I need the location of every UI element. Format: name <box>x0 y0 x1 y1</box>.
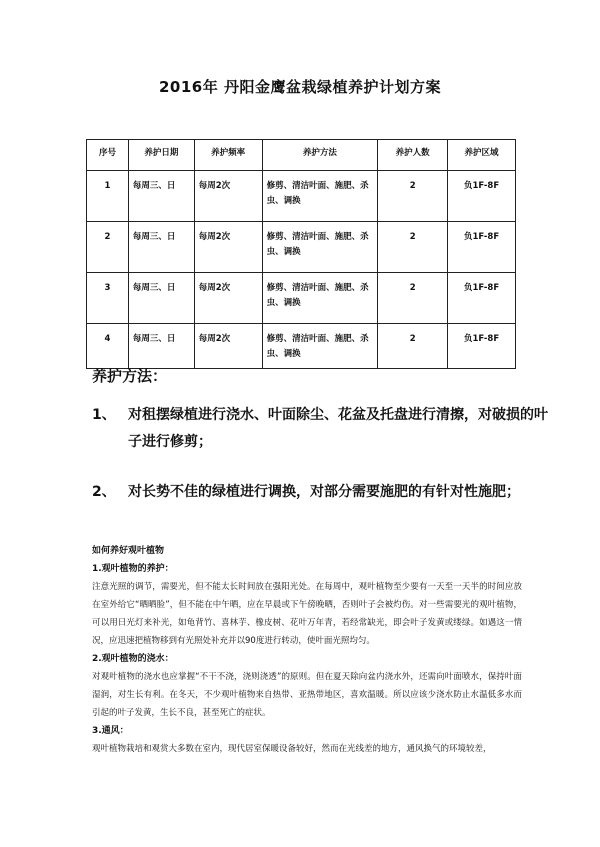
table-header-row <box>87 140 516 171</box>
guide-title: 如何养好观叶植物 <box>92 546 165 556</box>
section-heading: 1.观叶植物的养护： <box>92 564 174 574</box>
section-body: 注意光照的调节，需要光，但不能太长时间放在强阳光处。在每周中，观叶植物至少要有一天至一天半的时间应放在室外给它“晒晒脸”，但不能在中午晒，应在早晨或下午傍晚晒，否则叶子会被灼伤。对一些需要光的观叶植物，可以用日光灯来补光，如龟背竹、喜林芋、橡皮树、花叶万年青，若经常缺光，即会叶子发黄或缕绿。如遇这一情况，应迅速把植物移到有光照处补充并以90度进行转动，使叶面光照均匀。 <box>92 582 522 646</box>
cell-staff: 2 <box>378 171 448 222</box>
care-guide <box>92 542 522 758</box>
cell-method: 修剪、清洁叶面、施肥、杀虫、调换 <box>262 273 378 324</box>
cell-date: 每周三、日 <box>128 324 194 369</box>
cell-method: 修剪、清洁叶面、施肥、杀虫、调换 <box>262 222 378 273</box>
section-body: 观叶植物栽培和观赏大多数在室内，现代居室保暖设备较好，然而在光线差的地方，通风换气的环境较差， <box>92 744 492 754</box>
cell-frequency: 每周2次 <box>194 222 262 273</box>
cell-frequency: 每周2次 <box>194 273 262 324</box>
cell-area: 负1F-8F <box>448 171 516 222</box>
cell-date: 每周三、日 <box>128 222 194 273</box>
header-cell-frequency: 养护频率 <box>194 140 262 171</box>
cell-index: 1 <box>87 171 129 222</box>
section-heading: 2.观叶植物的浇水： <box>92 654 174 664</box>
cell-date: 每周三、日 <box>128 273 194 324</box>
cell-frequency: 每周2次 <box>194 171 262 222</box>
method-item-text: 对租摆绿植进行浇水、叶面除尘、花盆及托盘进行清擦，对破损的叶子进行修剪； <box>128 407 548 450</box>
cell-method: 修剪、清洁叶面、施肥、杀虫、调换 <box>262 324 378 369</box>
header-cell-method: 养护方法 <box>262 140 378 171</box>
table-row <box>87 324 516 369</box>
methods-heading: 养护方法： <box>92 367 168 385</box>
table-row <box>87 222 516 273</box>
method-item-number: 1、 <box>92 407 116 423</box>
header-cell-index: 序号 <box>87 140 129 171</box>
header-cell-date: 养护日期 <box>128 140 194 171</box>
section-heading: 3.通风： <box>92 726 129 736</box>
cell-staff: 2 <box>378 222 448 273</box>
cell-index: 4 <box>87 324 129 369</box>
document-title: 2016年 丹阳金鹰盆栽绿植养护计划方案 <box>159 78 441 96</box>
header-cell-area: 养护区域 <box>448 140 516 171</box>
cell-area: 负1F-8F <box>448 324 516 369</box>
cell-staff: 2 <box>378 324 448 369</box>
cell-index: 2 <box>87 222 129 273</box>
method-item-number: 2、 <box>92 484 116 500</box>
maintenance-plan-table <box>86 139 516 369</box>
cell-method: 修剪、清洁叶面、施肥、杀虫、调换 <box>262 171 378 222</box>
method-item-text: 对长势不佳的绿植进行调换，对部分需要施肥的有针对性施肥； <box>128 484 520 500</box>
section-body: 对观叶植物的浇水也应掌握“不干不浇，浇则浇透”的原则。但在夏天除向盆内浇水外，还需向叶面喷水，保持叶面湿润，对生长有利。在冬天，不少观叶植物来自热带、亚热带地区，喜欢温暖。所以应该少浇水防止水温低多水而引起的叶子发黄，生长不良，甚至死亡的症状。 <box>92 672 522 718</box>
cell-staff: 2 <box>378 273 448 324</box>
cell-frequency: 每周2次 <box>194 324 262 369</box>
header-cell-staff: 养护人数 <box>378 140 448 171</box>
cell-index: 3 <box>87 273 129 324</box>
cell-date: 每周三、日 <box>128 171 194 222</box>
cell-area: 负1F-8F <box>448 222 516 273</box>
table-row <box>87 171 516 222</box>
cell-area: 负1F-8F <box>448 273 516 324</box>
table-row <box>87 273 516 324</box>
